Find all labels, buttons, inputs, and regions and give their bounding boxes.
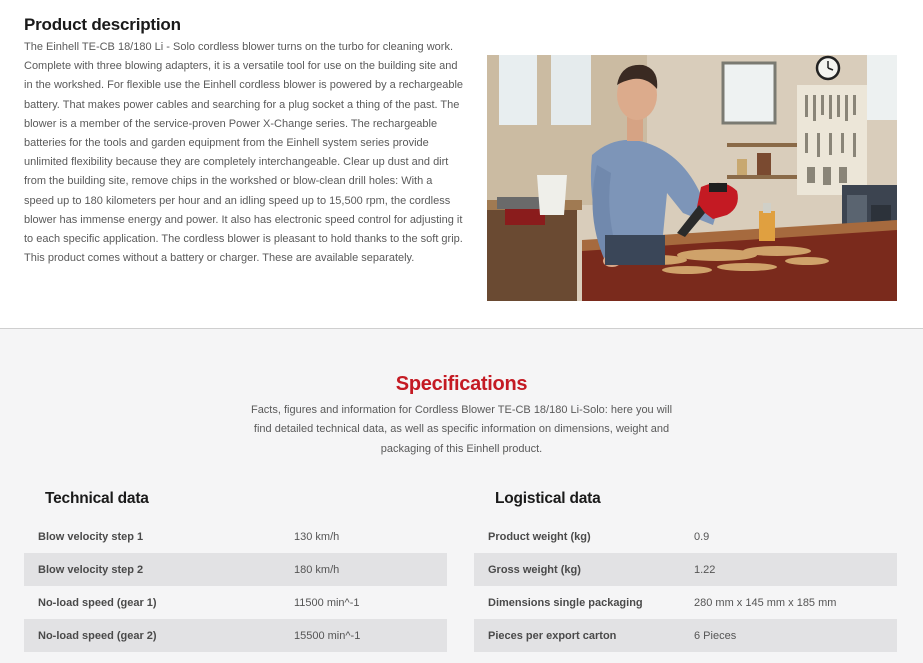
table-row — [474, 520, 897, 553]
product-description-title: Product description — [24, 15, 181, 34]
spec-value: 130 km/h — [294, 530, 340, 543]
spec-value: 1.22 — [694, 563, 716, 576]
table-row — [474, 553, 897, 586]
spec-value: 15500 min^-1 — [294, 629, 361, 642]
spec-value: 6 Pieces — [694, 629, 737, 642]
table-row — [24, 520, 447, 553]
specifications-section — [0, 329, 923, 663]
spec-label: Pieces per export carton — [488, 629, 617, 642]
spec-label: No-load speed (gear 1) — [38, 596, 157, 609]
spec-label: No-load speed (gear 2) — [38, 629, 157, 642]
technical-data-title: Technical data — [45, 490, 149, 507]
spec-value: 11500 min^-1 — [294, 596, 360, 609]
spec-value: 180 km/h — [294, 563, 340, 576]
specifications-subtitle: Facts, figures and information for Cordless Blower TE-CB 18/180 Li-Solo: here you will find detailed technical data, as well as specific information on dimensions, weight and packaging of this Einhell product. — [250, 404, 673, 455]
spec-label: Blow velocity step 2 — [38, 563, 144, 576]
spec-label: Gross weight (kg) — [488, 563, 581, 576]
specifications-title: Specifications — [395, 373, 528, 395]
table-row — [24, 553, 447, 586]
spec-value: 0.9 — [694, 530, 710, 543]
table-row — [24, 586, 447, 619]
spec-label: Dimensions single packaging — [488, 596, 643, 609]
spec-value: 280 mm x 145 mm x 185 mm — [694, 596, 837, 609]
table-row — [24, 619, 447, 652]
product-description-section — [0, 0, 923, 328]
spec-label: Product weight (kg) — [488, 530, 591, 543]
logistical-data-table — [474, 520, 897, 652]
table-row — [474, 619, 897, 652]
product-photo — [487, 55, 897, 301]
technical-data-table — [24, 520, 447, 652]
table-row — [474, 586, 897, 619]
logistical-data-title: Logistical data — [495, 490, 601, 507]
spec-label: Blow velocity step 1 — [38, 530, 144, 543]
product-description-text: The Einhell TE-CB 18/180 Li - Solo cordless blower turns on the turbo for cleaning work. Complete with three blowing adapters, it is a versatile tool for use on the building site and in the workshed. For flexible use the Einhell cordless blower is powered by a rechargeable battery. That makes power cables and searching for a plug socket a thing of the past. The blower is a member of the service-proven Power X-Change series. The rechargeable batteries for the tools and garden equipment from the Einhell system series provide unlimited flexibility because they are completely interchangeable. Clear up dust and dirt from the building site, remove chips in the workshed or blow-clean drill holes: With a speed up to 180 kilometers per hour and an idling speed up to 15,500 rpm, the cordless blower has immense energy and power. It also has electronic speed control for adjusting it to each specific application. The cordless blower is pleasant to hold thanks to the soft grip. This product comes without a battery or charger. These are available separately. — [24, 41, 464, 265]
